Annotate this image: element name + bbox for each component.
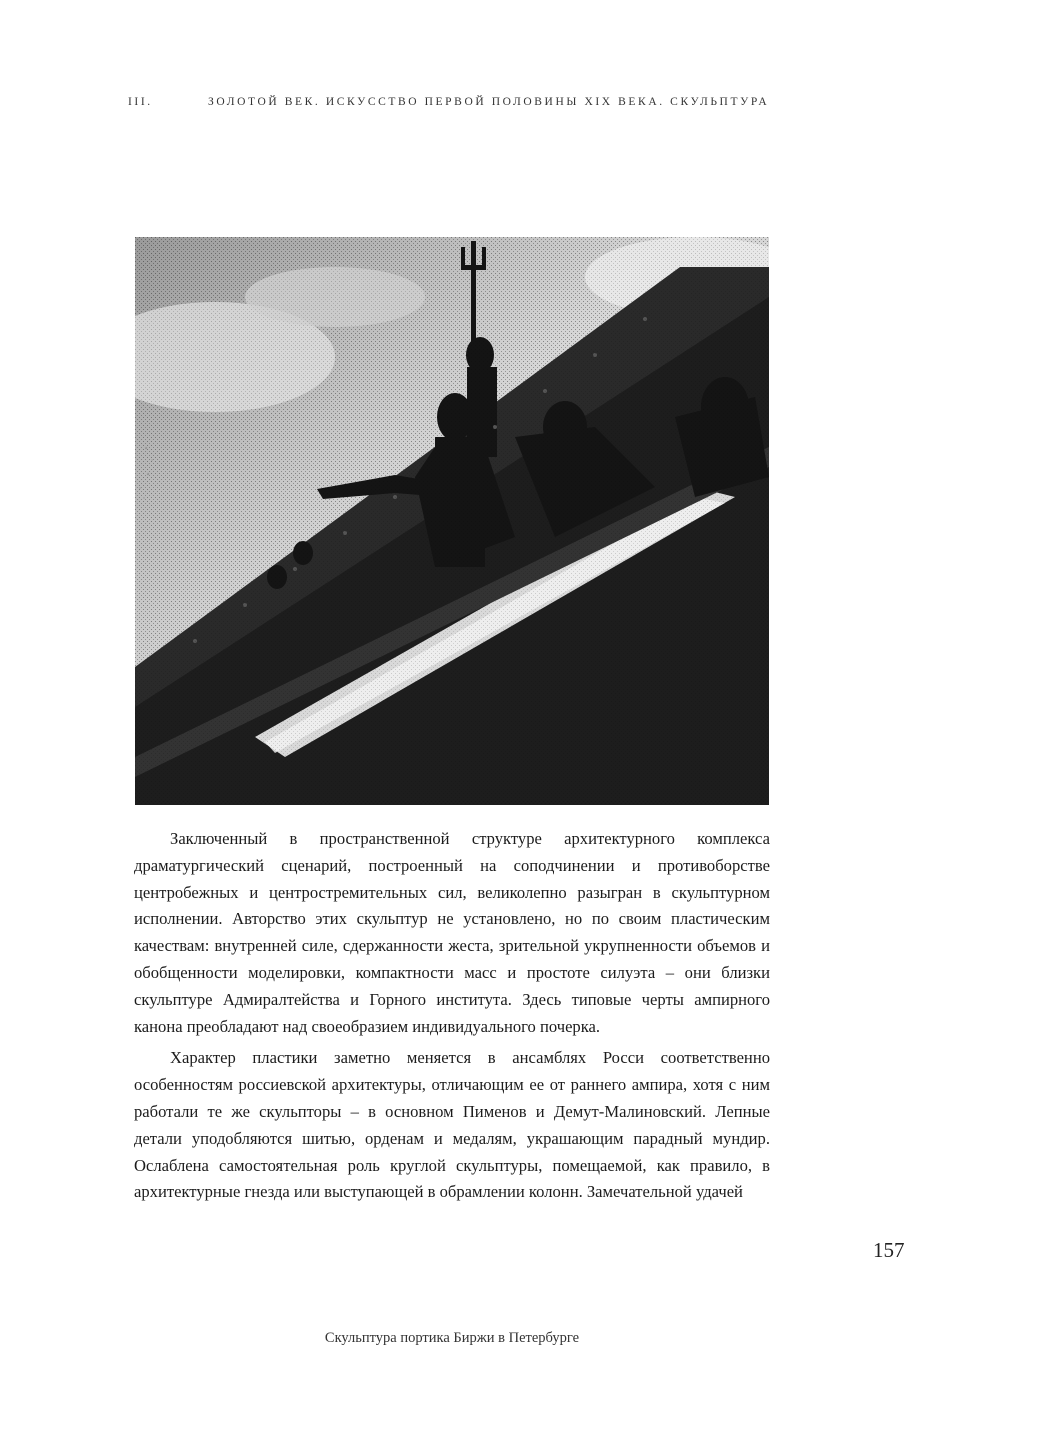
paragraph: Характер пластики заметно меняется в ансамблях Росси соответственно особенностям россиевской архитектуры, отличающим ее от раннего ампира, хотя с ним работали те же скульпторы – в основном Пименов и Демут-Малиновский. Лепные детали уподобляются шитью, орденам и медалям, украшающим парадный мундир. Ослаблена самостоятельная роль круглой скульптуры, помещаемой, как правило, в архитектурные гнезда или выступающей в обрамлении колонн. Замечательной удачей	[134, 1048, 770, 1202]
body-text	[134, 826, 770, 1206]
scan-speck	[132, 440, 162, 510]
paragraph: Заключенный в пространственной структуре архитектурного комплекса драматургический сценарий, построенный на соподчинении и противоборстве центробежных и центростремительных сил, великолепно разыгран в скульптурном исполнении. Авторство этих скульптур не установлено, но по своим пластическим качествам: внутренней силе, сдержанности жеста, зрительной укрупненности объемов и обобщенности моделировки, компактности масс и простоте силуэта – они близки скульптуре Адмиралтейства и Горного института. Здесь типовые черты ампирного канона преобладают над своеобразием индивидуального почерка.	[134, 829, 770, 1036]
sculpture-photo-drawing	[135, 237, 769, 805]
page-number: 157	[873, 1238, 905, 1262]
chapter-title: ЗОЛОТОЙ ВЕК. ИСКУССТВО ПЕРВОЙ ПОЛОВИНЫ XIX ВЕКА. СКУЛЬПТУРА	[208, 96, 770, 108]
running-head	[128, 96, 888, 116]
photo-caption: Скульптура портика Биржи в Петербурге	[324, 1330, 580, 1346]
chapter-number: III.	[128, 96, 153, 108]
sculpture-photo	[135, 237, 769, 805]
